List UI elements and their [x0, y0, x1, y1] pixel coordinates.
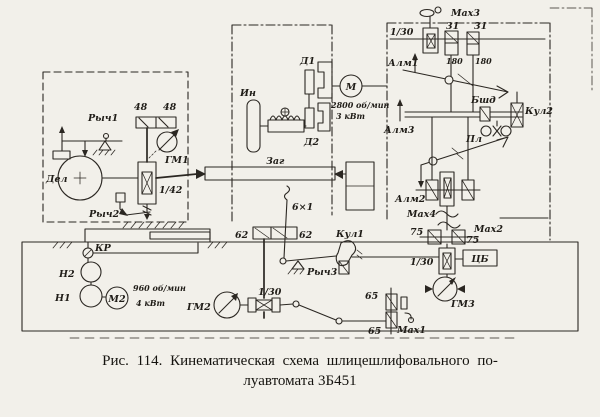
main-motor [332, 75, 387, 97]
caption-line2: луавтомата 3Б451 [243, 372, 357, 389]
dividing-disc-label: Дел [46, 174, 68, 185]
diamond1-label: Алм1 [388, 58, 419, 69]
pump-motor-speed: 960 об/мин [133, 283, 186, 293]
worm-1-42-label: 1/42 [159, 185, 183, 196]
worm-1-30-mid [439, 244, 463, 274]
lever3-label: Рыч3 [307, 267, 338, 278]
lever2-label: Рыч2 [89, 209, 120, 220]
diamond3-arrow [397, 99, 403, 121]
main-motor-speed: 2800 об/мин [331, 100, 390, 110]
cb-label: ЦБ [471, 254, 489, 265]
gear62-right-label: 62 [299, 230, 313, 241]
gear65-top-label: 65 [365, 291, 379, 302]
hydromotor2-label: ГМ2 [187, 302, 211, 313]
pump2 [81, 262, 101, 282]
gear180-left-label: 180 [446, 56, 463, 66]
roller-follower [481, 121, 511, 136]
handwheel2-label: Мах2 [474, 224, 503, 235]
main-motor-letter: М [345, 82, 357, 93]
figure-caption [0, 352, 600, 391]
workpiece-drive-arrow [156, 169, 206, 179]
handwheel3 [420, 7, 441, 28]
cam1 [336, 241, 439, 274]
gear31-right-label: 31 [474, 21, 488, 32]
hydromotor2 [214, 292, 248, 318]
gear180-right-label: 180 [475, 56, 492, 66]
crank4-label: Мах4 [407, 209, 436, 220]
workpiece-bar [205, 167, 346, 180]
pump2-label: Н2 [59, 269, 75, 280]
pump-motor-power: 4 кВт [136, 298, 165, 308]
cam2-label: Кул2 [525, 106, 553, 117]
tailstock [346, 162, 374, 210]
handwheel3-label: Мах3 [451, 8, 480, 19]
gear48-left-label: 48 [134, 102, 148, 113]
grinding-wheel-label: Ин [240, 88, 256, 99]
worm-1-30-mid-label: 1/30 [410, 257, 434, 268]
gear31-left-label: 31 [446, 21, 460, 32]
diamond3-label: Алм3 [384, 125, 415, 136]
worm-1-30-low [248, 239, 280, 318]
gear48-right-label: 48 [163, 102, 177, 113]
feed-screw [284, 186, 290, 258]
link-to-gears-65 [280, 301, 386, 324]
gear62-left-label: 62 [235, 230, 249, 241]
crank4 [436, 211, 460, 228]
dresser-box [387, 8, 592, 240]
dividing-disc [58, 156, 138, 200]
main-motor-power: 3 кВт [336, 111, 365, 121]
hydromotor1 [149, 129, 179, 158]
diamond2-label: Алм2 [395, 194, 426, 205]
valve-label: КР [95, 243, 111, 254]
pump1 [80, 282, 106, 307]
feed-screw-label: 6×1 [292, 202, 314, 213]
worm-wheel [268, 108, 304, 132]
gear75-left-label: 75 [410, 227, 424, 238]
hydromotor3-label: ГМ3 [451, 299, 475, 310]
worm-1-42 [138, 162, 156, 220]
gears-62 [253, 227, 297, 239]
pulley-d1-label: Д1 [300, 56, 316, 67]
pulley-d2 [305, 94, 330, 131]
dividing-headstock-box [43, 72, 188, 228]
pump1-label: Н1 [55, 293, 71, 304]
hydromotor1-label: ГМ1 [165, 155, 189, 166]
lever1-label: Рыч1 [88, 113, 119, 124]
pump-motor-letter: М2 [108, 294, 126, 305]
hydromotor3 [425, 274, 465, 301]
gear75-right-label: 75 [466, 235, 480, 246]
dresser-slide [405, 107, 522, 121]
roller-follower-label: Пл [466, 134, 482, 145]
cam1-label: Кул1 [336, 229, 364, 240]
caption-line1: Рис. 114. Кинематическая схема шлицешлифовального по- [102, 353, 498, 369]
workpiece-label: Заг [266, 156, 285, 167]
pulley-d2-label: Д2 [304, 137, 320, 148]
lever1-mechanism [53, 126, 122, 159]
handwheel1-label: Мах1 [397, 325, 426, 336]
pulley-d1 [305, 62, 332, 98]
dresser-worm-label: 1/30 [390, 27, 414, 38]
cam2 [511, 92, 523, 127]
gear65-bottom-label: 65 [368, 326, 382, 337]
dresser-slide-label: Бшд [471, 95, 496, 106]
worm-1-30-low-label: 1/30 [258, 287, 282, 298]
